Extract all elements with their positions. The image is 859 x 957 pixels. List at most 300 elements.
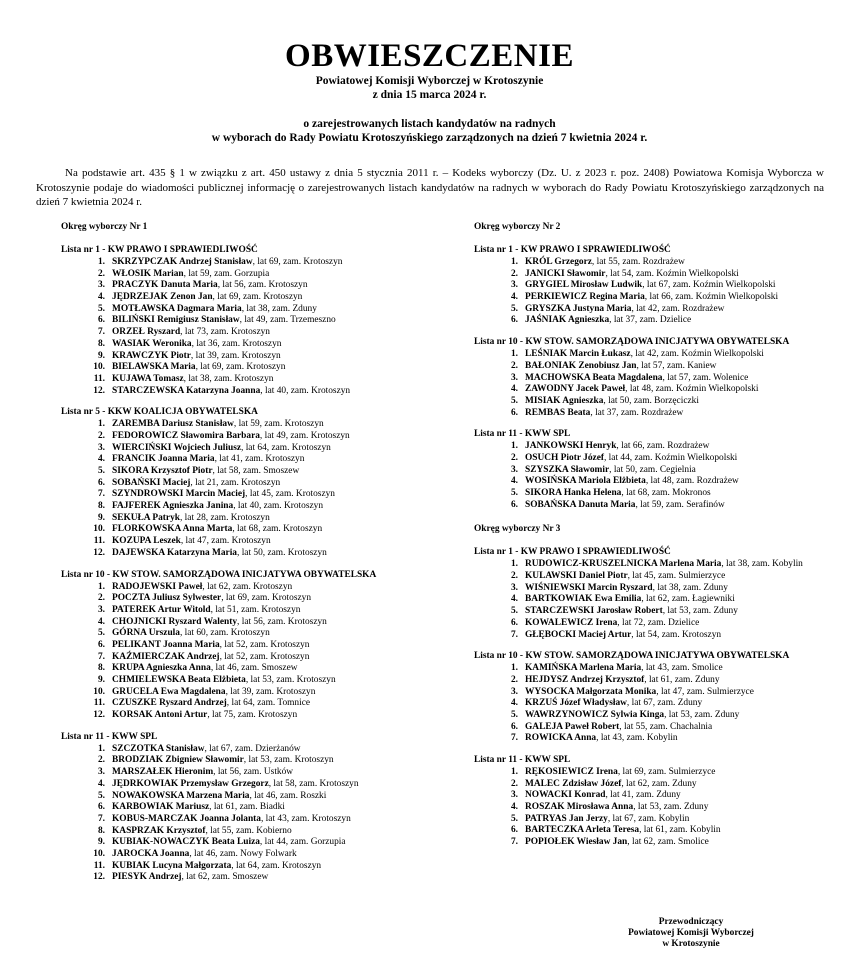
candidate-number: 6. (97, 639, 105, 650)
candidate-details: , lat 67, zam. Dzierżanów (204, 743, 301, 754)
candidate-row (474, 361, 854, 373)
candidate-name: WYSOCKA Małgorzata Monika (525, 686, 657, 697)
candidate-number: 7. (510, 733, 518, 744)
candidate-number: 4. (510, 594, 518, 605)
candidate-list (61, 570, 456, 722)
candidate-number: 7. (510, 629, 518, 640)
candidate-row (474, 663, 854, 675)
candidate-details: , lat 72, zam. Dzielice (617, 617, 700, 628)
candidate-row (474, 722, 854, 734)
candidate-row (61, 548, 456, 560)
candidate-name: STARCZEWSKA Katarzyna Joanna (112, 385, 261, 396)
candidate-row (61, 501, 456, 513)
candidate-row (474, 349, 854, 361)
candidate-details: , lat 61, zam. Biadki (209, 802, 285, 813)
candidate-number: 1. (510, 441, 518, 452)
candidate-number: 1. (510, 559, 518, 570)
candidate-details: , lat 68, zam. Krotoszyn (232, 524, 323, 535)
candidate-name: CHMIELEWSKA Beata Elżbieta (112, 675, 246, 685)
candidate-number: 9. (97, 675, 105, 685)
candidate-row (61, 536, 456, 548)
candidate-details: , lat 39, zam. Krotoszyn (225, 686, 316, 697)
candidate-name: KUBIAK Lucyna Małgorzata (112, 860, 232, 871)
candidate-number: 6. (97, 315, 105, 326)
candidate-name: POCZTA Juliusz Sylwester (112, 593, 222, 604)
candidate-name: KRZUŚ Józef Władysław (525, 698, 627, 709)
candidate-details: , lat 64, zam. Krotoszyn (231, 860, 322, 871)
candidate-details: , lat 47, zam. Krotoszyn (180, 536, 271, 547)
candidate-name: CHOJNICKI Ryszard Walenty (112, 616, 238, 627)
candidate-row (474, 733, 854, 745)
candidate-details: , lat 43, zam. Smolice (641, 663, 723, 674)
candidate-row (61, 466, 456, 478)
candidate-details: , lat 57, zam. Wolenice (662, 372, 749, 383)
candidate-name: BRODZIAK Zbigniew Sławomir (112, 755, 244, 766)
candidate-name: WIERCIŃSKI Wojciech Juliusz (112, 442, 242, 453)
candidate-row (61, 814, 456, 826)
candidate-row (474, 441, 854, 453)
candidate-name: JĘDRKOWIAK Przemysław Grzegorz (112, 778, 269, 789)
candidate-details: , lat 55, zam. Chachalnia (619, 721, 713, 732)
candidate-number: 3. (510, 686, 518, 697)
candidate-name: FEDOROWICZ Sławomira Barbara (112, 430, 260, 441)
candidate-row (61, 628, 456, 640)
candidate-name: WAWRZYNOWICZ Sylwia Kinga (525, 709, 665, 720)
candidate-row (61, 663, 456, 675)
candidate-details: , lat 56, zam. Krotoszyn (217, 280, 308, 291)
candidate-list (474, 651, 854, 745)
candidate-name: WŁOSIK Marian (112, 268, 184, 279)
candidate-name: FLORKOWSKA Anna Marta (112, 524, 233, 535)
document-subject (0, 117, 859, 145)
candidate-row (474, 269, 854, 281)
candidate-number: 7. (97, 327, 105, 338)
candidate-row (61, 386, 456, 398)
subject-line-1: o zarejestrowanych listach kandydatów na radnych (303, 118, 556, 130)
candidate-name: KAŹMIERCZAK Andrzej (112, 651, 220, 662)
candidate-name: LEŚNIAK Marcin Łukasz (525, 349, 631, 360)
candidate-details: , lat 69, zam. Krotoszyn (252, 257, 343, 267)
candidate-number: 10. (93, 362, 105, 373)
candidate-number: 4. (97, 454, 105, 465)
candidate-list (474, 429, 854, 511)
candidate-details: , lat 54, zam. Koźmin Wielkopolski (605, 268, 739, 279)
candidate-number: 11. (93, 373, 105, 384)
candidate-name: SZCZOTKA Stanisław (112, 743, 205, 754)
candidate-row (61, 802, 456, 814)
candidate-row (474, 257, 854, 269)
candidate-row (474, 837, 854, 849)
candidate-name: PATEREK Artur Witold (112, 604, 211, 615)
candidate-name: BARTKOWIAK Ewa Emilia (525, 594, 642, 605)
candidate-row (61, 315, 456, 327)
candidate-details: , lat 56, zam. Ustków (213, 767, 294, 778)
candidate-number: 5. (97, 466, 105, 476)
candidate-name: WOSIŃSKA Mariola Elżbieta (525, 476, 646, 487)
candidate-name: GRUCELA Ewa Magdalena (112, 686, 226, 697)
list-title: Lista nr 10 - KW STOW. SAMORZĄDOWA INICJATYWA OBYWATELSKA (474, 651, 790, 662)
candidate-number: 8. (97, 663, 105, 674)
candidate-name: PIESYK Andrzej (112, 872, 182, 883)
candidate-list (474, 547, 854, 641)
candidate-row (474, 583, 854, 595)
signature-block (616, 917, 766, 950)
candidate-details: , lat 69, zam. Krotoszyn (221, 593, 312, 604)
candidate-number: 4. (97, 778, 105, 789)
candidate-name: KASPRZAK Krzysztof (112, 825, 206, 836)
candidate-details: , lat 66, zam. Rozdrażew (616, 441, 710, 452)
candidate-name: KORSAK Antoni Artur (112, 710, 208, 721)
candidate-list (474, 337, 854, 419)
candidate-details: , lat 67, zam. Koźmin Wielkopolski (642, 280, 776, 291)
candidate-name: KOBUS-MARCZAK Joanna Jolanta (112, 813, 261, 824)
candidate-row (474, 465, 854, 477)
list-title: Lista nr 11 - KWW SPL (474, 755, 571, 765)
list-title: Lista nr 1 - KW PRAWO I SPRAWIEDLIWOŚĆ (474, 245, 671, 255)
candidate-row (61, 443, 456, 455)
candidate-number: 1. (97, 419, 105, 430)
candidate-details: , lat 59, zam. Gorzupia (183, 268, 270, 279)
candidate-row (61, 304, 456, 316)
candidate-number: 4. (97, 616, 105, 627)
candidate-number: 10. (93, 524, 105, 535)
list-title: Lista nr 10 - KW STOW. SAMORZĄDOWA INICJATYWA OBYWATELSKA (474, 337, 790, 348)
candidate-row (61, 454, 456, 466)
candidate-number: 5. (510, 606, 518, 617)
candidate-details: , lat 47, zam. Sulmierzyce (656, 686, 754, 697)
candidate-name: PATRYAS Jan Jerzy (525, 813, 608, 824)
candidate-details: , lat 52, zam. Krotoszyn (219, 639, 310, 650)
candidate-row (61, 351, 456, 363)
candidate-number: 2. (97, 268, 105, 279)
list-title: Lista nr 5 - KKW KOALICJA OBYWATELSKA (61, 407, 258, 418)
candidate-name: MARSZAŁEK Hieronim (112, 767, 214, 778)
candidate-details: , lat 58, zam. Smoszew (212, 466, 300, 476)
candidate-number: 4. (510, 698, 518, 709)
candidate-row (474, 687, 854, 699)
document-date: z dnia 15 marca 2024 r. (372, 89, 487, 101)
candidate-name: HEJDYSZ Andrzej Krzysztof (525, 674, 645, 685)
candidate-number: 3. (97, 442, 105, 453)
candidate-row (474, 606, 854, 618)
candidate-details: , lat 46, zam. Roszki (249, 790, 327, 801)
candidate-details: , lat 62, zam. Zduny (621, 778, 697, 789)
candidate-details: , lat 42, zam. Rozdrażew (631, 303, 725, 314)
list-title: Lista nr 1 - KW PRAWO I SPRAWIEDLIWOŚĆ (61, 245, 258, 255)
candidate-name: KUJAWA Tomasz (112, 373, 184, 384)
signature-commission: Powiatowej Komisji Wyborczej (628, 928, 754, 938)
candidate-details: , lat 67, zam. Kobylin (607, 813, 690, 824)
candidate-number: 11. (93, 860, 105, 871)
candidate-details: , lat 37, zam. Rozdrażew (590, 407, 684, 418)
candidate-details: , lat 62, zam. Krotoszyn (202, 581, 293, 592)
signature-title: Przewodniczący (658, 917, 724, 927)
candidate-number: 4. (510, 476, 518, 487)
candidate-details: , lat 46, zam. Nowy Folwark (189, 848, 297, 859)
candidate-name: GŁĘBOCKI Maciej Artur (525, 629, 632, 640)
candidate-details: , lat 55, zam. Kobierno (205, 825, 292, 836)
candidate-name: KOWALEWICZ Irena (525, 617, 618, 628)
candidate-row (61, 826, 456, 838)
candidate-details: , lat 37, zam. Dzielice (609, 315, 692, 326)
candidate-number: 2. (510, 674, 518, 685)
candidate-details: , lat 59, zam. Krotoszyn (233, 419, 324, 430)
candidate-details: , lat 50, zam. Borzęciczki (603, 395, 699, 406)
candidate-details: , lat 58, zam. Krotoszyn (268, 778, 359, 789)
candidate-number: 1. (510, 349, 518, 360)
candidate-name: ORZEŁ Ryszard (112, 327, 181, 338)
candidate-details: , lat 21, zam. Krotoszyn (190, 477, 281, 488)
candidate-number: 6. (510, 315, 518, 326)
candidate-details: , lat 38, zam. Kobylin (721, 559, 803, 570)
candidate-number: 10. (93, 686, 105, 697)
candidate-details: , lat 66, zam. Koźmin Wielkopolski (644, 292, 779, 303)
candidate-name: SKRZYPCZAK Andrzej Stanisław (112, 257, 253, 267)
candidate-row (61, 652, 456, 664)
candidate-details: , lat 41, zam. Zduny (605, 790, 681, 801)
candidate-row (61, 617, 456, 629)
candidate-number: 6. (510, 825, 518, 836)
candidate-row (61, 872, 456, 884)
candidate-name: SIKORA Hanka Helena (525, 488, 622, 498)
candidate-row (474, 802, 854, 814)
candidate-details: , lat 38, zam. Zduny (241, 303, 317, 314)
candidate-row (474, 594, 854, 606)
candidate-row (61, 640, 456, 652)
candidate-number: 10. (93, 848, 105, 859)
candidate-number: 1. (97, 743, 105, 754)
left-column (61, 222, 456, 894)
candidate-list (474, 245, 854, 327)
candidate-details: , lat 59, zam. Serafinów (635, 499, 725, 510)
candidate-name: SOBAŃSKI Maciej (112, 477, 191, 488)
candidate-row (474, 315, 854, 327)
candidate-row (474, 453, 854, 465)
candidate-number: 4. (510, 384, 518, 395)
candidate-details: , lat 43, zam. Kobylin (596, 733, 678, 744)
candidate-details: , lat 61, zam. Kobylin (639, 825, 721, 836)
list-title: Lista nr 11 - KWW SPL (474, 429, 571, 440)
candidate-row (61, 791, 456, 803)
candidate-number: 2. (510, 778, 518, 789)
candidate-name: RĘKOSIEWICZ Irena (525, 767, 618, 777)
candidate-row (61, 257, 456, 269)
candidate-row (474, 384, 854, 396)
candidate-number: 2. (510, 360, 518, 371)
candidate-number: 1. (510, 663, 518, 674)
candidate-name: KARBOWIAK Mariusz (112, 802, 210, 813)
document-subheading (0, 74, 859, 102)
candidate-name: BIELAWSKA Maria (112, 362, 196, 373)
candidate-row (474, 280, 854, 292)
candidate-row (61, 524, 456, 536)
candidate-number: 3. (97, 604, 105, 615)
candidate-name: PRACZYK Danuta Maria (112, 280, 218, 291)
candidate-number: 8. (97, 825, 105, 836)
candidate-details: , lat 67, zam. Zduny (626, 698, 703, 709)
candidate-list (61, 732, 456, 884)
candidate-row (474, 292, 854, 304)
candidate-number: 11. (93, 536, 105, 547)
signature-location: w Krotoszynie (662, 939, 720, 949)
candidate-number: 2. (510, 452, 518, 463)
candidate-row (61, 582, 456, 594)
candidate-name: GALEJA Paweł Robert (525, 721, 620, 732)
candidate-number: 12. (93, 385, 105, 396)
candidate-number: 3. (97, 767, 105, 778)
candidate-details: , lat 38, zam. Krotoszyn (183, 373, 274, 384)
candidate-number: 3. (510, 372, 518, 383)
list-title: Lista nr 1 - KW PRAWO I SPRAWIEDLIWOŚĆ (474, 547, 671, 558)
candidate-number: 6. (97, 802, 105, 813)
candidate-details: , lat 46, zam. Smoszew (210, 663, 298, 674)
candidate-row (474, 814, 854, 826)
candidate-details: , lat 54, zam. Krotoszyn (631, 629, 722, 640)
candidate-details: , lat 48, zam. Koźmin Wielkopolski (625, 384, 759, 395)
candidate-name: GRYSZKA Justyna Maria (525, 303, 632, 314)
candidate-row (474, 304, 854, 316)
candidate-row (474, 825, 854, 837)
candidate-details: , lat 44, zam. Gorzupia (259, 837, 346, 848)
candidate-name: ROSZAK Mirosława Anna (525, 802, 634, 813)
candidate-row (61, 779, 456, 791)
candidate-list (474, 755, 854, 849)
candidate-row (61, 710, 456, 722)
candidate-details: , lat 62, zam. Łagiewniki (641, 594, 735, 605)
candidate-details: , lat 50, zam. Krotoszyn (237, 547, 327, 558)
candidate-details: , lat 49, zam. Krotoszyn (259, 430, 350, 441)
candidate-number: 2. (97, 430, 105, 441)
candidate-name: JAŚNIAK Agnieszka (525, 315, 610, 326)
candidate-name: OSUCH Piotr Józef (525, 452, 604, 463)
candidate-row (474, 559, 854, 571)
candidate-row (61, 419, 456, 431)
candidate-name: FRANCIK Joanna Maria (112, 454, 215, 465)
candidate-row (61, 269, 456, 281)
candidate-row (61, 489, 456, 501)
candidate-name: KULAWSKI Daniel Piotr (525, 571, 628, 582)
list-title: Lista nr 11 - KWW SPL (61, 731, 158, 742)
candidate-row (61, 744, 456, 756)
candidate-details: , lat 40, zam. Krotoszyn (260, 385, 351, 396)
candidate-number: 3. (510, 582, 518, 593)
candidate-row (61, 605, 456, 617)
candidate-number: 3. (510, 790, 518, 801)
candidate-row (61, 849, 456, 861)
candidate-row (474, 698, 854, 710)
candidate-number: 7. (510, 837, 518, 848)
candidate-row (61, 687, 456, 699)
candidate-name: ZAREMBA Dariusz Stanisław (112, 419, 234, 430)
candidate-name: SOBAŃSKA Danuta Maria (525, 499, 636, 510)
candidate-number: 9. (97, 350, 105, 361)
candidate-name: ZAWODNY Jacek Paweł (525, 384, 626, 395)
candidate-name: BAŁONIAK Zenobiusz Jan (525, 360, 637, 371)
candidate-name: FAJFEREK Agnieszka Janina (112, 501, 234, 512)
candidate-number: 6. (510, 499, 518, 510)
candidate-details: , lat 36, zam. Krotoszyn (191, 338, 282, 349)
candidate-details: , lat 53, zam. Krotoszyn (243, 755, 334, 766)
candidate-row (61, 280, 456, 292)
candidate-row (474, 779, 854, 791)
candidate-row (61, 374, 456, 386)
candidate-name: BARTECZKA Arleta Teresa (525, 825, 640, 836)
candidate-details: , lat 73, zam. Krotoszyn (180, 327, 270, 338)
candidate-row (474, 500, 854, 512)
candidate-row (61, 478, 456, 490)
candidate-details: , lat 45, zam. Krotoszyn (245, 489, 335, 500)
candidate-number: 2. (510, 571, 518, 582)
document-title: OBWIESZCZENIE (285, 38, 574, 74)
candidate-details: , lat 40, zam. Krotoszyn (233, 501, 324, 512)
candidate-number: 7. (97, 489, 105, 500)
candidate-name: NOWACKI Konrad (525, 790, 606, 801)
candidate-row (474, 571, 854, 583)
candidate-details: , lat 55, zam. Rozdrażew (591, 257, 685, 267)
candidate-name: SZYSZKA Sławomir (525, 464, 610, 475)
candidate-row (61, 327, 456, 339)
candidate-row (61, 837, 456, 849)
candidate-details: , lat 75, zam. Krotoszyn (207, 710, 298, 721)
candidate-details: , lat 69, zam. Krotoszyn (195, 362, 286, 373)
candidate-details: , lat 50, zam. Cegielnia (609, 464, 696, 475)
candidate-name: CZUSZKE Ryszard Andrzej (112, 698, 227, 709)
candidate-details: , lat 61, zam. Zduny (644, 674, 720, 685)
candidate-number: 7. (97, 651, 105, 662)
okreg-heading: Okręg wyborczy Nr 3 (474, 524, 561, 535)
candidate-name: KRAWCZYK Piotr (112, 350, 191, 361)
candidate-row (61, 431, 456, 443)
candidate-row (474, 396, 854, 408)
candidate-name: GÓRNA Urszula (112, 628, 180, 639)
candidate-row (474, 373, 854, 385)
candidate-details: , lat 69, zam. Sulmierzyce (617, 767, 716, 777)
candidate-number: 1. (510, 257, 518, 267)
candidate-name: RADOJEWSKI Paweł (112, 581, 203, 592)
candidate-details: , lat 53, zam. Zduny (662, 606, 738, 617)
candidate-number: 11. (93, 698, 105, 709)
candidate-row (474, 630, 854, 642)
candidate-details: , lat 60, zam. Krotoszyn (179, 628, 270, 639)
candidate-details: , lat 45, zam. Sulmierzyce (627, 571, 726, 582)
candidate-row (61, 339, 456, 351)
candidate-list (61, 407, 456, 559)
candidate-details: , lat 53, zam. Zduny (633, 802, 709, 813)
candidate-row (61, 698, 456, 710)
candidate-number: 5. (510, 303, 518, 314)
candidate-details: , lat 64, zam. Krotoszyn (241, 442, 331, 453)
candidate-name: PERKIEWICZ Regina Maria (525, 292, 645, 303)
candidate-number: 7. (97, 813, 105, 824)
commission-name: Powiatowej Komisji Wyborczej w Krotoszynie (315, 75, 544, 87)
candidate-details: , lat 62, zam. Smoszew (181, 872, 269, 883)
candidate-name: KUBIAK-NOWACZYK Beata Luiza (112, 837, 260, 848)
candidate-number: 4. (510, 802, 518, 813)
candidate-number: 5. (97, 790, 105, 801)
candidate-number: 1. (97, 581, 105, 592)
candidate-row (61, 861, 456, 873)
candidate-details: , lat 28, zam. Krotoszyn (179, 512, 270, 523)
candidate-row (474, 618, 854, 630)
candidate-details: , lat 49, zam. Trzemeszno (239, 315, 336, 326)
candidate-name: WIŚNIEWSKI Marcin Ryszard (525, 582, 653, 593)
candidate-details: , lat 56, zam. Krotoszyn (237, 616, 327, 627)
candidate-number: 4. (97, 292, 105, 303)
candidate-details: , lat 53, zam. Krotoszyn (245, 675, 336, 685)
candidate-number: 5. (510, 709, 518, 720)
candidate-name: KAMIŃSKA Marlena Maria (525, 663, 642, 674)
candidate-name: MISIAK Agnieszka (525, 395, 604, 406)
